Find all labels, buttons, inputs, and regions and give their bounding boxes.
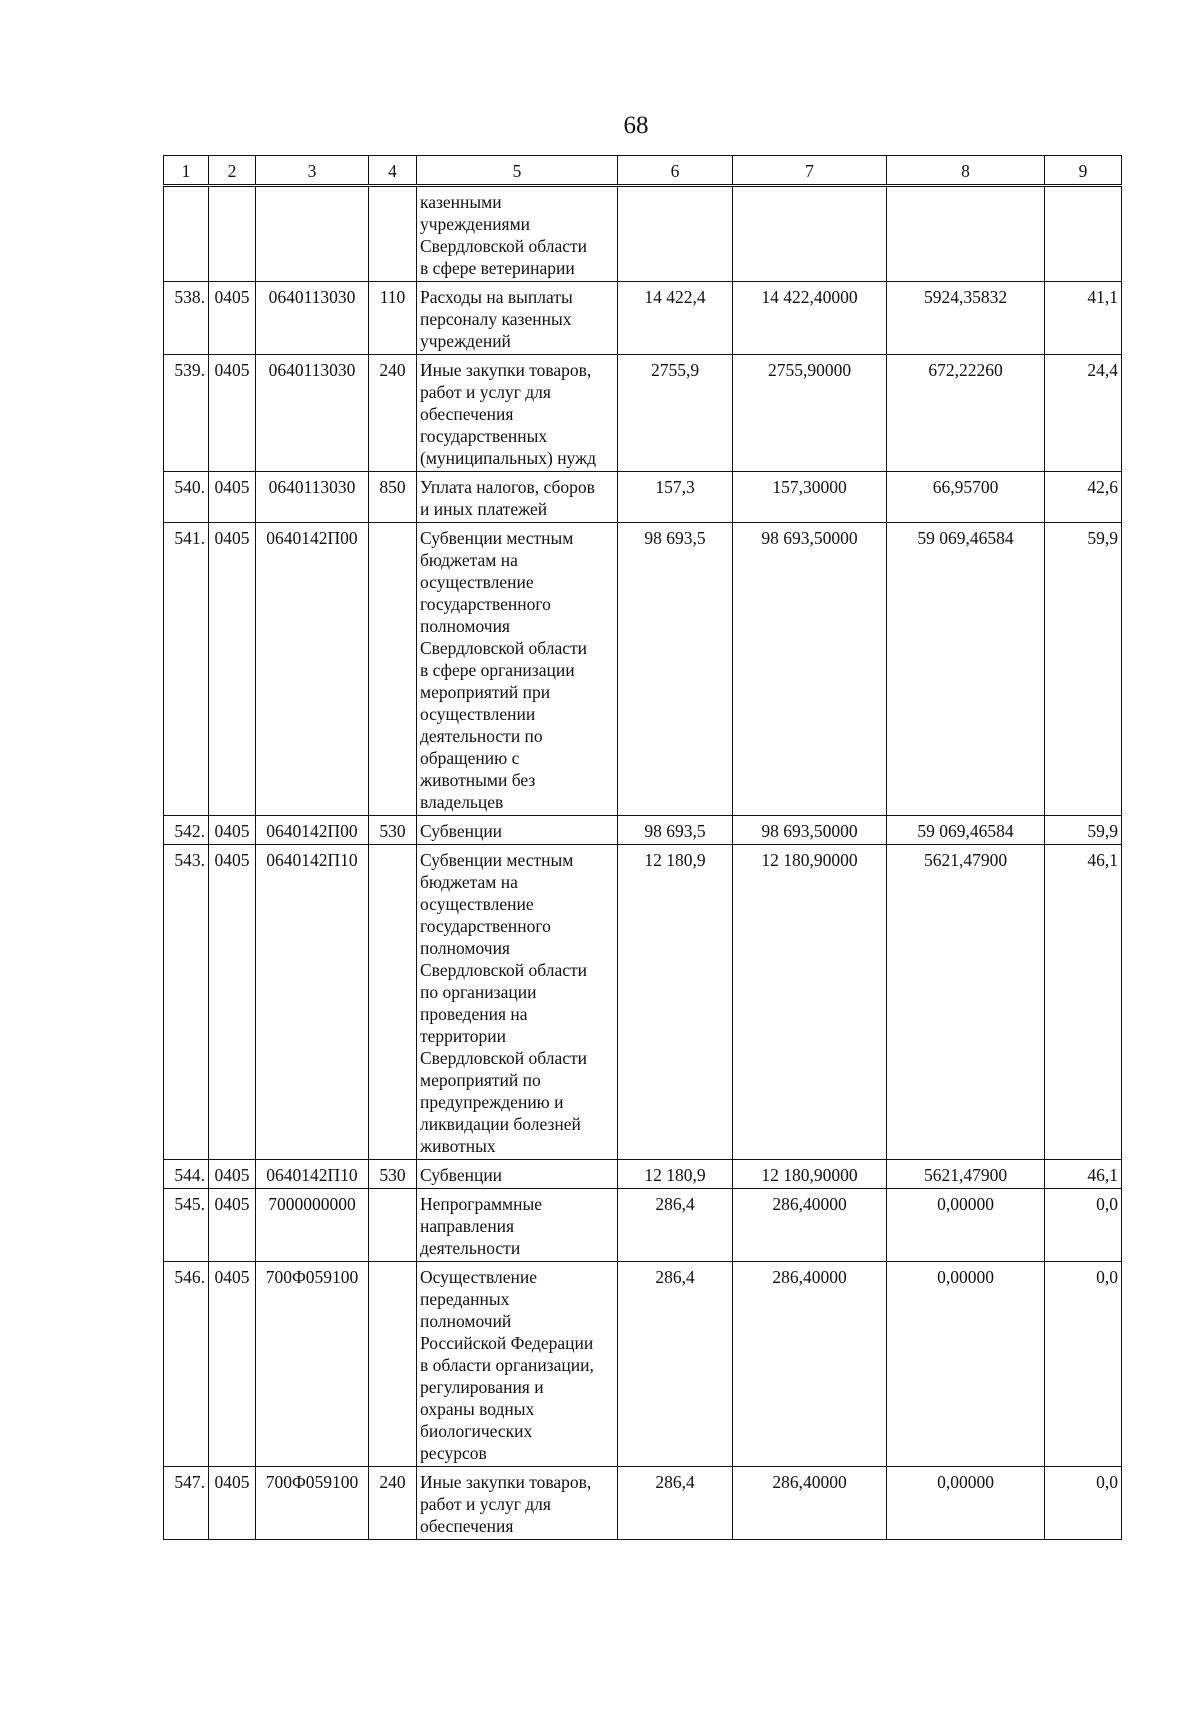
target-code-cell: 0640142П00 bbox=[256, 816, 369, 845]
row-number-cell bbox=[164, 186, 209, 282]
percent-cell: 42,6 bbox=[1045, 472, 1122, 523]
table-row bbox=[164, 282, 1122, 355]
column-6-cell: 2755,9 bbox=[618, 355, 733, 472]
section-code-cell: 0405 bbox=[209, 816, 256, 845]
percent-cell: 0,0 bbox=[1045, 1262, 1122, 1467]
percent-cell: 41,1 bbox=[1045, 282, 1122, 355]
header-cell: 7 bbox=[733, 156, 887, 186]
item-name-cell: Иные закупки товаров, работ и услуг для обеспечения bbox=[417, 1467, 618, 1540]
item-name-cell: Субвенции местным бюджетам на осуществление государственного полномочия Свердловской области по организации проведения на территории Свердловской области мероприятий по предупреждению и ликвидации болезней животных bbox=[417, 845, 618, 1160]
column-6-cell: 12 180,9 bbox=[618, 1160, 733, 1189]
column-8-cell: 0,00000 bbox=[887, 1262, 1045, 1467]
row-number-cell: 547. bbox=[164, 1467, 209, 1540]
row-number-cell: 540. bbox=[164, 472, 209, 523]
column-7-cell: 2755,90000 bbox=[733, 355, 887, 472]
table-row bbox=[164, 845, 1122, 1160]
expense-type-cell: 530 bbox=[369, 1160, 417, 1189]
table-body bbox=[164, 186, 1122, 1540]
table-row bbox=[164, 816, 1122, 845]
column-6-cell: 12 180,9 bbox=[618, 845, 733, 1160]
column-8-cell: 0,00000 bbox=[887, 1189, 1045, 1262]
header-cell: 3 bbox=[256, 156, 369, 186]
item-name-cell: Субвенции bbox=[417, 816, 618, 845]
column-7-cell: 12 180,90000 bbox=[733, 1160, 887, 1189]
column-8-cell: 66,95700 bbox=[887, 472, 1045, 523]
table-row bbox=[164, 472, 1122, 523]
header-cell: 5 bbox=[417, 156, 618, 186]
column-8-cell: 5621,47900 bbox=[887, 1160, 1045, 1189]
percent-cell: 59,9 bbox=[1045, 816, 1122, 845]
table-row bbox=[164, 1262, 1122, 1467]
header-cell: 1 bbox=[164, 156, 209, 186]
header-cell: 4 bbox=[369, 156, 417, 186]
column-6-cell: 157,3 bbox=[618, 472, 733, 523]
expense-type-cell: 530 bbox=[369, 816, 417, 845]
column-8-cell: 59 069,46584 bbox=[887, 523, 1045, 816]
item-name-cell: Субвенции bbox=[417, 1160, 618, 1189]
column-6-cell: 98 693,5 bbox=[618, 523, 733, 816]
header-cell: 8 bbox=[887, 156, 1045, 186]
target-code-cell: 700Ф059100 bbox=[256, 1262, 369, 1467]
column-7-cell: 98 693,50000 bbox=[733, 523, 887, 816]
target-code-cell: 700Ф059100 bbox=[256, 1467, 369, 1540]
expense-type-cell bbox=[369, 1189, 417, 1262]
header-cell: 2 bbox=[209, 156, 256, 186]
budget-table bbox=[163, 155, 1122, 1540]
item-name-cell: Расходы на выплаты персоналу казенных учреждений bbox=[417, 282, 618, 355]
column-7-cell: 157,30000 bbox=[733, 472, 887, 523]
page-number: 68 bbox=[623, 112, 649, 139]
column-7-cell: 286,40000 bbox=[733, 1189, 887, 1262]
column-6-cell: 286,4 bbox=[618, 1262, 733, 1467]
column-8-cell: 5621,47900 bbox=[887, 845, 1045, 1160]
section-code-cell: 0405 bbox=[209, 845, 256, 1160]
expense-type-cell: 240 bbox=[369, 355, 417, 472]
row-number-cell: 546. bbox=[164, 1262, 209, 1467]
column-7-cell: 14 422,40000 bbox=[733, 282, 887, 355]
target-code-cell: 7000000000 bbox=[256, 1189, 369, 1262]
table-row bbox=[164, 1189, 1122, 1262]
column-7-cell: 98 693,50000 bbox=[733, 816, 887, 845]
column-8-cell: 672,22260 bbox=[887, 355, 1045, 472]
expense-type-cell bbox=[369, 523, 417, 816]
column-6-cell: 286,4 bbox=[618, 1189, 733, 1262]
expense-type-cell: 850 bbox=[369, 472, 417, 523]
column-6-cell: 286,4 bbox=[618, 1467, 733, 1540]
row-number-cell: 544. bbox=[164, 1160, 209, 1189]
row-number-cell: 542. bbox=[164, 816, 209, 845]
target-code-cell: 0640142П10 bbox=[256, 845, 369, 1160]
percent-cell: 46,1 bbox=[1045, 1160, 1122, 1189]
section-code-cell: 0405 bbox=[209, 472, 256, 523]
target-code-cell: 0640113030 bbox=[256, 472, 369, 523]
column-6-cell: 98 693,5 bbox=[618, 816, 733, 845]
column-8-cell bbox=[887, 186, 1045, 282]
target-code-cell: 0640142П10 bbox=[256, 1160, 369, 1189]
section-code-cell: 0405 bbox=[209, 282, 256, 355]
row-number-cell: 539. bbox=[164, 355, 209, 472]
column-7-cell: 286,40000 bbox=[733, 1262, 887, 1467]
table-row bbox=[164, 186, 1122, 282]
row-number-cell: 538. bbox=[164, 282, 209, 355]
table-row bbox=[164, 1467, 1122, 1540]
section-code-cell: 0405 bbox=[209, 1160, 256, 1189]
item-name-cell: Уплата налогов, сборов и иных платежей bbox=[417, 472, 618, 523]
column-6-cell: 14 422,4 bbox=[618, 282, 733, 355]
table-row bbox=[164, 355, 1122, 472]
row-number-cell: 545. bbox=[164, 1189, 209, 1262]
row-number-cell: 543. bbox=[164, 845, 209, 1160]
header-row bbox=[164, 156, 1122, 186]
table-row bbox=[164, 1160, 1122, 1189]
target-code-cell: 0640142П00 bbox=[256, 523, 369, 816]
percent-cell bbox=[1045, 186, 1122, 282]
column-7-cell: 12 180,90000 bbox=[733, 845, 887, 1160]
item-name-cell: Иные закупки товаров, работ и услуг для обеспечения государственных (муниципальных) нужд bbox=[417, 355, 618, 472]
section-code-cell bbox=[209, 186, 256, 282]
percent-cell: 59,9 bbox=[1045, 523, 1122, 816]
column-8-cell: 59 069,46584 bbox=[887, 816, 1045, 845]
target-code-cell: 0640113030 bbox=[256, 355, 369, 472]
section-code-cell: 0405 bbox=[209, 1262, 256, 1467]
section-code-cell: 0405 bbox=[209, 355, 256, 472]
percent-cell: 46,1 bbox=[1045, 845, 1122, 1160]
expense-type-cell bbox=[369, 845, 417, 1160]
percent-cell: 0,0 bbox=[1045, 1189, 1122, 1262]
expense-type-cell: 110 bbox=[369, 282, 417, 355]
item-name-cell: казенными учреждениями Свердловской области в сфере ветеринарии bbox=[417, 186, 618, 282]
expense-type-cell bbox=[369, 1262, 417, 1467]
expense-type-cell bbox=[369, 186, 417, 282]
expense-type-cell: 240 bbox=[369, 1467, 417, 1540]
row-number-cell: 541. bbox=[164, 523, 209, 816]
column-7-cell bbox=[733, 186, 887, 282]
item-name-cell: Субвенции местным бюджетам на осуществление государственного полномочия Свердловской области в сфере организации мероприятий при осуществлении деятельности по обращению с животными без владельцев bbox=[417, 523, 618, 816]
item-name-cell: Осуществление переданных полномочий Российской Федерации в области организации, регулирования и охраны водных биологических ресурсов bbox=[417, 1262, 618, 1467]
header-cell: 6 bbox=[618, 156, 733, 186]
target-code-cell bbox=[256, 186, 369, 282]
item-name-cell: Непрограммные направления деятельности bbox=[417, 1189, 618, 1262]
column-8-cell: 0,00000 bbox=[887, 1467, 1045, 1540]
section-code-cell: 0405 bbox=[209, 523, 256, 816]
table-row bbox=[164, 523, 1122, 816]
section-code-cell: 0405 bbox=[209, 1467, 256, 1540]
column-6-cell bbox=[618, 186, 733, 282]
target-code-cell: 0640113030 bbox=[256, 282, 369, 355]
percent-cell: 24,4 bbox=[1045, 355, 1122, 472]
column-8-cell: 5924,35832 bbox=[887, 282, 1045, 355]
header-cell: 9 bbox=[1045, 156, 1122, 186]
section-code-cell: 0405 bbox=[209, 1189, 256, 1262]
percent-cell: 0,0 bbox=[1045, 1467, 1122, 1540]
column-7-cell: 286,40000 bbox=[733, 1467, 887, 1540]
